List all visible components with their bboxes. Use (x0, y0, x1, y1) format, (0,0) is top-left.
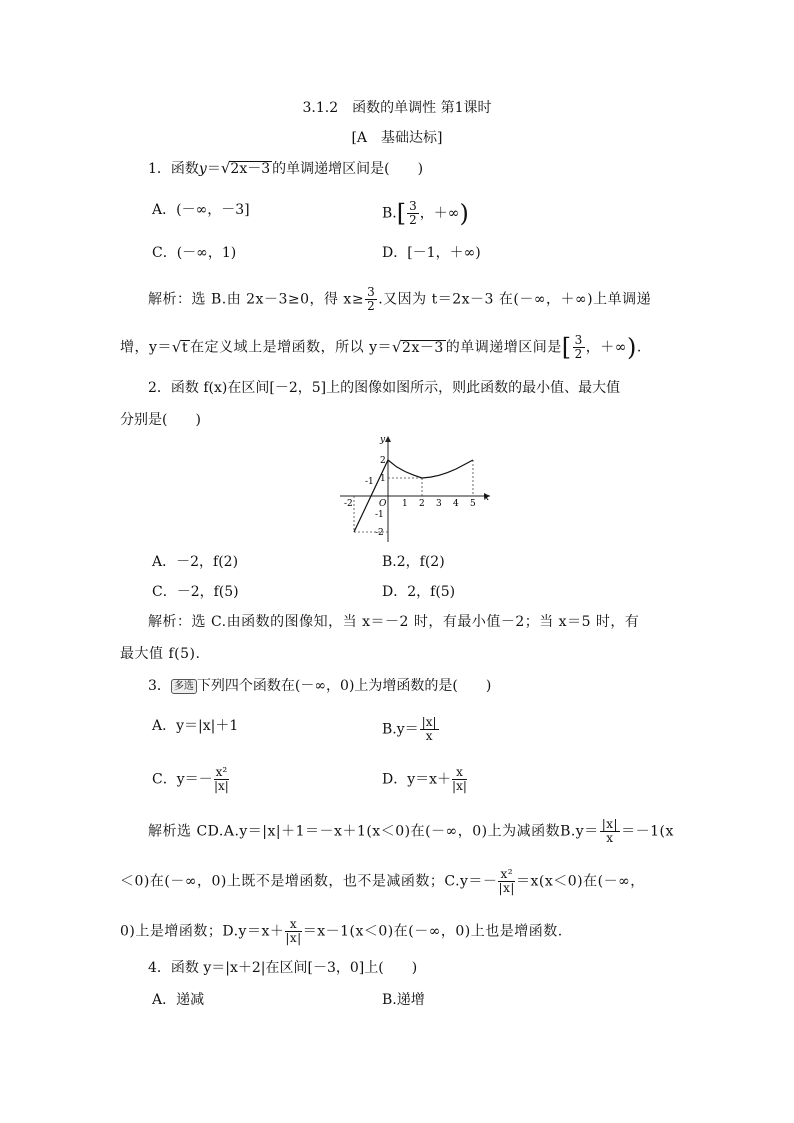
q2-solution-line-2: 最大值 f(5). (120, 646, 201, 662)
q3-option-c: C．y＝－ $\frac{\text{x²}}{|x|}$ (152, 765, 229, 793)
q1-option-d: D．[－1，＋∞) (382, 245, 481, 261)
q2-option-b: B.2，f(2) (382, 554, 445, 570)
x-tick-label: -2 (344, 499, 353, 509)
q1-solution-line-1: 解析：选 B.由 2x－3≥0，得 x≥ $\frac{3}{2}$ .又因为 t＝2x－3 在(－∞，＋∞)上单调递 (148, 285, 652, 313)
q2-solution-line-1: 解析：选 C.由函数的图像知，当 x＝－2 时，有最小值－2；当 x＝5 时，有 (148, 614, 640, 630)
q3-solution-line-3: 0)上是增函数；D.y＝x＋ $\frac{x}{|x|}$ ＝x－1(x＜0)在(－∞，0)上也是增函数. (120, 917, 563, 945)
y-axis-label: y (380, 435, 386, 445)
q1-option-c: C．(－∞，1) (152, 245, 237, 261)
y-axis-arrow (385, 436, 391, 442)
function-graph (330, 432, 500, 547)
x-tick-label: 5 (470, 499, 476, 509)
x-tick-label: 3 (436, 499, 442, 509)
q2-option-d: D．2，f(5) (382, 584, 456, 600)
section-heading: [A 基础达标] (351, 130, 443, 146)
y-tick-label: 1 (380, 474, 386, 484)
question-2-line-2: 分别是( ) (120, 412, 201, 428)
q4-option-b: B.递增 (382, 992, 425, 1008)
question-4: 4．函数 y＝|x＋2|在区间[－3，0]上( ) (148, 960, 418, 976)
y-tick-label: 2 (380, 456, 386, 466)
q2-option-c: C．－2，f(5) (152, 584, 239, 600)
q1-option-a: A．(－∞，－3] (152, 202, 250, 218)
question-2-line-1: 2．函数 f(x)在区间[－2，5]上的图像如图所示，则此函数的最小值、最大值 (148, 380, 621, 396)
x-tick-label: 2 (419, 499, 425, 509)
origin-label: O (379, 499, 387, 509)
q2-option-a: A．－2，f(2) (152, 554, 239, 570)
y-tick-label: -2 (375, 528, 384, 538)
question-1: 1．函数y＝√2x－3 的单调递增区间是( ) (148, 159, 424, 177)
q3-option-d: D．y＝x＋ $\frac{x}{|x|}$ (382, 765, 467, 793)
q1-solution-line-2: 增，y＝√t 在定义域上是增函数，所以 y＝√2x－3 的单调递增区间是[ $\frac{3}{2}$ ，＋∞). (120, 333, 642, 362)
q3-option-b: B.y＝ $\frac{|x|}{x}$ (382, 715, 437, 743)
q4-option-a: A．递减 (152, 992, 205, 1008)
y-tick-label: -1 (375, 510, 384, 520)
x-tick-label: -1 (365, 477, 374, 487)
q3-option-a: A．y＝|x|＋1 (152, 718, 239, 734)
multi-select-badge: 多选 (171, 679, 197, 694)
question-3: 3． 多选 下列四个函数在(－∞，0)上为增函数的是( ) (148, 678, 492, 694)
x-axis-label: x (484, 493, 490, 503)
q3-solution-line-2: ＜0)在(－∞，0)上既不是增函数，也不是减函数；C.y＝－ $\frac{\text{x²}}{|x|}$ ＝x(x＜0)在(－∞， (120, 867, 645, 895)
page-title: 3.1.2 函数的单调性 第1课时 (302, 100, 492, 116)
x-tick-label: 4 (453, 499, 459, 509)
q3-solution-line-1: 解析选 CD.A.y＝|x|＋1＝－x＋1(x＜0)在(－∞，0)上为减函数B.y＝ $\frac{|x|}{x}$ ＝－1(x (148, 817, 674, 845)
x-tick-label: 1 (402, 499, 408, 509)
q1-option-b: B.[ $\frac{3}{2}$ ，＋∞) (382, 199, 469, 228)
